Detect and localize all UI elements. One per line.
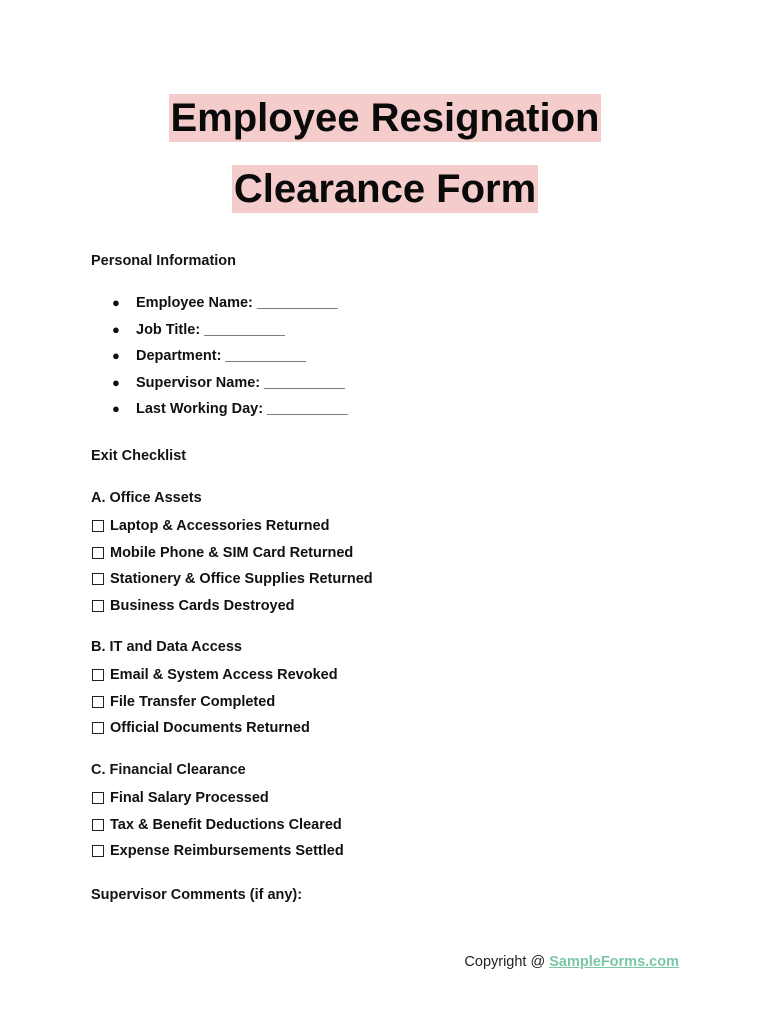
- checklist-item[interactable]: [91, 543, 373, 570]
- list-item: [112, 346, 348, 373]
- list-item: [112, 373, 348, 400]
- checklist-item-label: Laptop & Accessories Returned: [110, 518, 330, 534]
- title-line-2-container: [0, 165, 770, 213]
- checklist-item-label: Mobile Phone & SIM Card Returned: [110, 544, 354, 561]
- section-b-checklist: [91, 665, 338, 745]
- copyright-text: Copyright @: [464, 954, 550, 970]
- checklist-item[interactable]: [91, 841, 344, 868]
- checkbox-icon[interactable]: [92, 696, 104, 708]
- checkbox-icon[interactable]: [92, 669, 104, 681]
- checklist-item[interactable]: [91, 692, 338, 719]
- checklist-item-label: Tax & Benefit Deductions Cleared: [110, 816, 342, 833]
- section-c-heading: C. Financial Clearance: [91, 762, 246, 778]
- section-a-checklist: [91, 516, 373, 622]
- checklist-item[interactable]: [91, 596, 373, 623]
- checkbox-icon[interactable]: [92, 520, 104, 532]
- checklist-item[interactable]: [91, 569, 373, 596]
- checkbox-icon[interactable]: [92, 819, 104, 831]
- checklist-item[interactable]: [91, 788, 344, 815]
- field-job-title[interactable]: Job Title: __________: [136, 321, 285, 338]
- list-item: [112, 293, 348, 320]
- sampleforms-link[interactable]: SampleForms.com: [549, 954, 679, 970]
- field-department[interactable]: Department: __________: [136, 348, 307, 365]
- bullet-icon: ●: [112, 401, 120, 417]
- supervisor-comments-label: Supervisor Comments (if any):: [91, 887, 303, 903]
- checklist-item-label: Expense Reimbursements Settled: [110, 843, 344, 860]
- checklist-item-label: Stationery & Office Supplies Returned: [110, 571, 373, 588]
- list-item: [112, 320, 348, 347]
- section-a-heading: A. Office Assets: [91, 490, 202, 506]
- exit-checklist-heading: Exit Checklist: [91, 448, 187, 464]
- checklist-item[interactable]: [91, 815, 344, 842]
- checklist-item[interactable]: [91, 718, 338, 745]
- form-title-line-1: Employee Resignation: [170, 96, 600, 140]
- field-supervisor-name[interactable]: Supervisor Name: __________: [136, 374, 345, 391]
- personal-info-list: [112, 293, 348, 426]
- checkbox-icon[interactable]: [92, 792, 104, 804]
- checkbox-icon[interactable]: [92, 547, 104, 559]
- checklist-item-label: Official Documents Returned: [110, 720, 310, 737]
- checkbox-icon[interactable]: [92, 600, 104, 612]
- bullet-icon: ●: [112, 321, 120, 337]
- section-c-checklist: [91, 788, 344, 868]
- form-title-line-2: Clearance Form: [233, 167, 537, 211]
- bullet-icon: ●: [112, 374, 120, 390]
- checklist-item-label: Final Salary Processed: [110, 790, 269, 806]
- section-b-heading: B. IT and Data Access: [91, 639, 242, 655]
- checklist-item-label: File Transfer Completed: [110, 693, 276, 710]
- personal-info-heading: Personal Information: [91, 253, 237, 269]
- checkbox-icon[interactable]: [92, 722, 104, 734]
- checklist-item[interactable]: [91, 516, 373, 543]
- checkbox-icon[interactable]: [92, 845, 104, 857]
- bullet-icon: ●: [112, 295, 120, 310]
- checklist-item-label: Business Cards Destroyed: [110, 597, 295, 614]
- field-last-working-day[interactable]: Last Working Day: __________: [136, 401, 348, 418]
- checklist-item-label: Email & System Access Revoked: [110, 667, 338, 683]
- title-line-1-container: [0, 94, 770, 142]
- field-employee-name[interactable]: Employee Name: __________: [136, 295, 338, 311]
- list-item: [112, 399, 348, 426]
- checklist-item[interactable]: [91, 665, 338, 692]
- checkbox-icon[interactable]: [92, 573, 104, 585]
- footer-copyright: [464, 953, 679, 971]
- bullet-icon: ●: [112, 348, 120, 364]
